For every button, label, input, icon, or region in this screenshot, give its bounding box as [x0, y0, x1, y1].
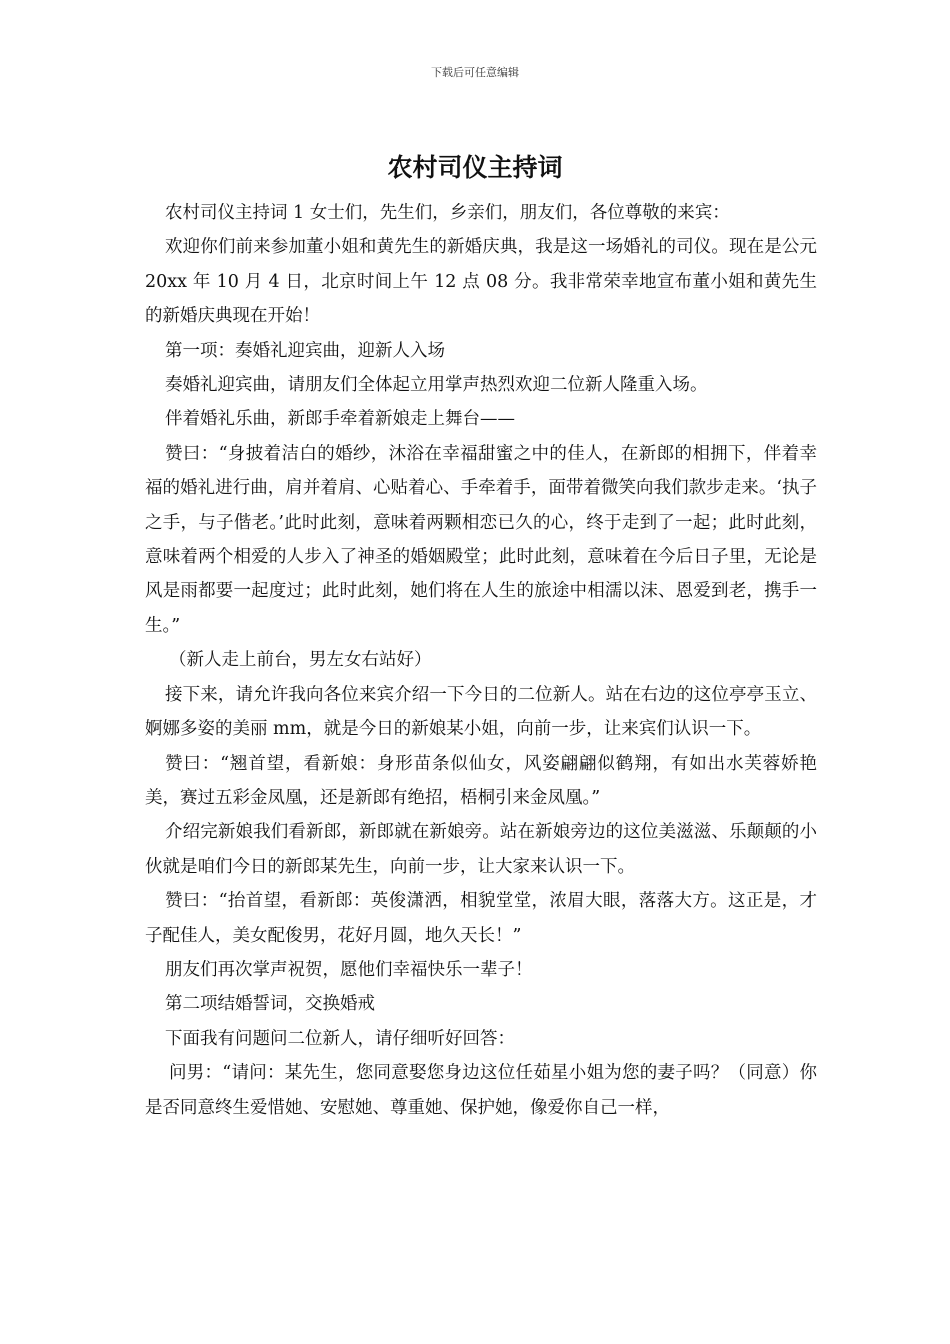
paragraph-item-two-heading: 第二项结婚誓词，交换婚戒 — [165, 994, 375, 1015]
paragraph-introduce-bride: 接下来，请允许我向各位来宾介绍一下今日的二位新人。站在右边的这位亭亭玉立、婀娜多姿的美丽 mm，就是今日的新娘某小姐，向前一步，让来宾们认识一下。 — [145, 684, 817, 740]
paragraph-praise-entrance: 赞曰：“身披着洁白的婚纱，沐浴在幸福甜蜜之中的佳人，在新郎的相拥下，伴着幸福的婚礼进行曲，肩并着肩、心贴着心、手牵着手，面带着微笑向我们款步走来。‘执子之手，与子偕老。’此时此刻，意味着两颗相恋已久的心，终于走到了一起；此时此刻，意味着两个相爱的人步入了神圣的婚姻殿堂；此时此刻，意味着在今后日子里，无论是风是雨都要一起度过；此时此刻，她们将在人生的旅途中相濡以沫、恩爱到老，携手一生。” — [145, 443, 817, 636]
paragraph-applause: 朋友们再次掌声祝贺，愿他们幸福快乐一辈子！ — [165, 959, 533, 980]
paragraph-praise-groom: 赞曰：“抬首望，看新郎：英俊潇洒，相貌堂堂，浓眉大眼，落落大方。这正是，才子配佳人，美女配俊男，花好月圆，地久天长！” — [145, 891, 817, 946]
paragraph-item-one-heading: 第一项：奏婚礼迎宾曲，迎新人入场 — [165, 340, 445, 361]
document-title: 农村司仪主持词 — [387, 153, 563, 182]
paragraph-question-groom: 问男：“请问：某先生，您同意娶您身边这位任茹星小姐为您的妻子吗？（同意）你是否同意终生爱惜她、安慰她、尊重她、保护她，像爱你自己一样， — [145, 1063, 817, 1118]
paragraph-welcome-music: 奏婚礼迎宾曲，请朋友们全体起立用掌声热烈欢迎二位新人隆重入场。 — [165, 375, 708, 396]
paragraph-questions-intro: 下面我有问题问二位新人，请仔细听好回答： — [165, 1028, 515, 1049]
paragraph-greeting: 农村司仪主持词 1 女士们，先生们，乡亲们，朋友们，各位尊敬的来宾： — [165, 203, 730, 223]
paragraph-introduce-groom: 介绍完新娘我们看新郎，新郎就在新娘旁。站在新娘旁边的这位美滋滋、乐颠颠的小伙就是咱们今日的新郎某先生，向前一步，让大家来认识一下。 — [145, 822, 817, 877]
paragraph-stage-direction: （新人走上前台，男左女右站好） — [169, 650, 432, 671]
document-body — [145, 196, 817, 1125]
page-header: 下载后可任意编辑 — [431, 66, 519, 79]
paragraph-praise-bride: 赞曰：“翘首望，看新娘：身形苗条似仙女，风姿翩翩似鹤翔，有如出水芙蓉娇艳美，赛过五彩金凤凰，还是新郎有绝招，梧桐引来金凤凰。” — [145, 753, 817, 808]
paragraph-welcome: 欢迎你们前来参加董小姐和黄先生的新婚庆典，我是这一场婚礼的司仪。现在是公元 20xx 年 10 月 4 日，北京时间上午 12 点 08 分。我非常荣幸地宣布董小姐和黄先生的新婚庆典现在开始！ — [145, 237, 817, 327]
paragraph-groom-leads-bride: 伴着婚礼乐曲，新郎手牵着新娘走上舞台—— — [165, 409, 515, 430]
